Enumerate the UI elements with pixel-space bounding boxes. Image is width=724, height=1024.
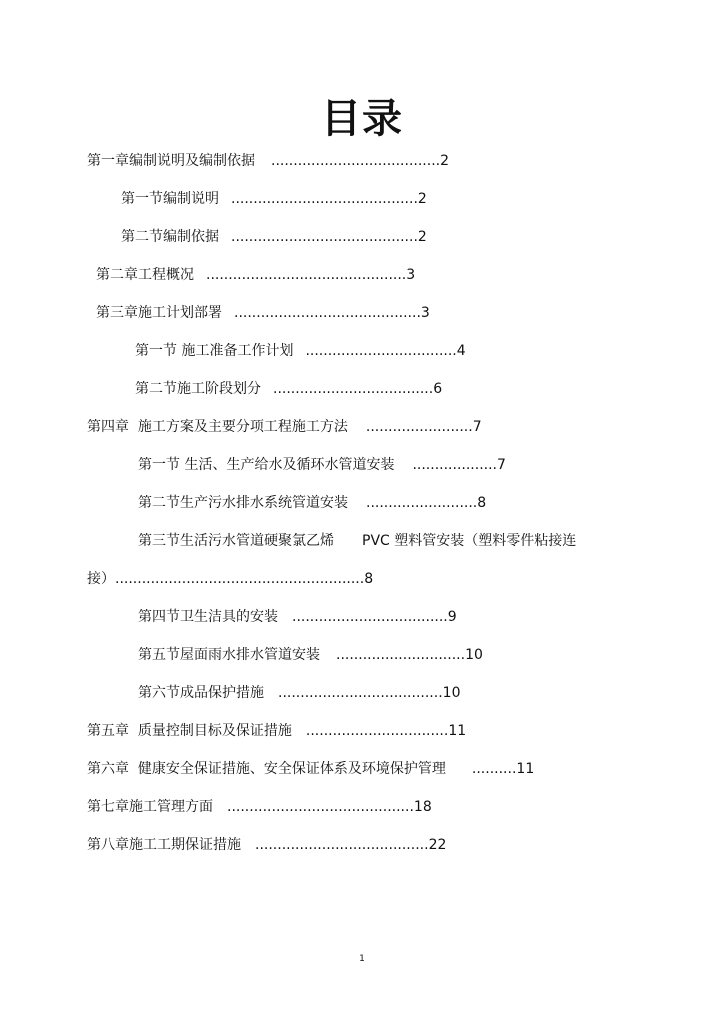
toc-entry-page: 4 (456, 343, 466, 359)
toc-entry-text: 第七章施工管理方面 (87, 799, 213, 815)
toc-entry-page: 22 (428, 837, 447, 853)
toc-entry-text: 第二节生产污水排水系统管道安装 (138, 495, 348, 511)
toc-entry-leader: .......................................... (231, 191, 418, 207)
toc-entry-page: 10 (465, 647, 483, 663)
toc-entry-text: 第四节卫生洁具的安装 (138, 609, 278, 625)
toc-entry-chapter-6[interactable] (87, 759, 534, 779)
toc-entry-leader: .................................. (305, 343, 457, 359)
toc-entry-leader: ........................ (365, 419, 473, 435)
toc-entry-chapter-4[interactable] (87, 417, 482, 437)
toc-entry-page: 3 (420, 305, 430, 321)
toc-entry-chapter-4-section-5[interactable] (138, 645, 483, 665)
toc-entry-leader: .......................................... (231, 229, 418, 245)
toc-entry-leader: ......................... (366, 495, 478, 511)
toc-entry-page: 2 (417, 191, 427, 207)
toc-entry-text: 第三节生活污水管道硬聚氯乙烯 (138, 533, 334, 549)
toc-entry-chapter-4-section-6[interactable] (138, 683, 461, 703)
toc-entry-chapter-8[interactable] (87, 835, 446, 855)
toc-entry-chapter-4-section-3-continued[interactable] (87, 569, 373, 589)
toc-entry-page: 8 (477, 495, 487, 511)
toc-entry-text: 第一节 施工准备工作计划 (135, 343, 294, 359)
toc-entry-text: 第五节屋面雨水排水管道安装 (138, 647, 320, 663)
page-number: 1 (359, 954, 365, 964)
toc-entry-text: 第五章 质量控制目标及保证措施 (87, 723, 292, 739)
toc-entry-page: 3 (406, 267, 416, 283)
toc-entry-text: 第四章 施工方案及主要分项工程施工方法 (87, 419, 348, 435)
toc-entry-text-continued: PVC 塑料管安装（塑料零件粘接连 (362, 533, 577, 549)
toc-entry-page: 2 (417, 229, 427, 245)
toc-entry-leader: .......................................... (227, 799, 414, 815)
toc-entry-chapter-3[interactable] (96, 303, 430, 323)
toc-entry-leader: .......................................... (234, 305, 421, 321)
toc-entry-chapter-1-section-1[interactable] (121, 189, 427, 209)
toc-entry-page: 6 (433, 381, 443, 397)
toc-entry-page: 18 (413, 799, 432, 815)
toc-entry-page: 10 (442, 685, 461, 701)
toc-entry-page: 11 (448, 723, 467, 739)
toc-entry-chapter-5[interactable] (87, 721, 466, 741)
toc-entry-leader: ..................................... (278, 685, 443, 701)
toc-entry-page: 11 (516, 761, 535, 777)
toc-entry-chapter-3-section-2[interactable] (135, 379, 442, 399)
toc-entry-chapter-4-section-2[interactable] (138, 493, 486, 513)
toc-entry-leader: ................... (412, 457, 498, 473)
toc-entry-text: 第二节编制依据 (121, 229, 219, 245)
toc-entry-text: 第二章工程概况 (96, 267, 194, 283)
toc-entry-page: 9 (447, 609, 457, 625)
toc-entry-text: 第六节成品保护措施 (138, 685, 264, 701)
toc-entry-chapter-1-section-2[interactable] (121, 227, 427, 247)
toc-entry-text: 第一节编制说明 (121, 191, 219, 207)
toc-entry-leader: .......... (471, 761, 517, 777)
toc-entry-leader: ............................. (336, 647, 466, 663)
toc-entry-text: 接） (87, 571, 115, 587)
toc-entry-text: 第三章施工计划部署 (96, 305, 222, 321)
toc-entry-text: 第二节施工阶段划分 (135, 381, 261, 397)
page-title: 目录 (321, 96, 403, 142)
toc-entry-page: 7 (472, 419, 482, 435)
toc-entry-chapter-4-section-1[interactable] (138, 455, 506, 475)
toc-entry-leader: ...................................... (271, 153, 441, 169)
toc-entry-text: 第八章施工工期保证措施 (87, 837, 241, 853)
toc-entry-leader: ................................... (292, 609, 448, 625)
toc-entry-leader: ........................................................ (115, 571, 365, 587)
toc-entry-chapter-4-section-4[interactable] (138, 607, 457, 627)
toc-entry-text: 第一节 生活、生产给水及循环水管道安装 (138, 457, 395, 473)
toc-entry-page: 8 (364, 571, 374, 587)
toc-entry-chapter-2[interactable] (96, 265, 415, 285)
toc-entry-chapter-7[interactable] (87, 797, 432, 817)
toc-entry-text: 第一章编制说明及编制依据 (87, 153, 255, 169)
toc-entry-leader: .................................... (273, 381, 434, 397)
toc-entry-chapter-4-section-3[interactable] (138, 531, 576, 551)
toc-entry-leader: ............................................. (206, 267, 407, 283)
toc-entry-chapter-3-section-1[interactable] (135, 341, 466, 361)
toc-entry-leader: ................................ (305, 723, 449, 739)
toc-entry-leader: ....................................... (255, 837, 429, 853)
toc-entry-text: 第六章 健康安全保证措施、安全保证体系及环境保护管理 (87, 761, 446, 777)
toc-entry-page: 2 (440, 153, 450, 169)
toc-entry-page: 7 (497, 457, 506, 473)
toc-entry-chapter-1[interactable] (87, 151, 449, 171)
